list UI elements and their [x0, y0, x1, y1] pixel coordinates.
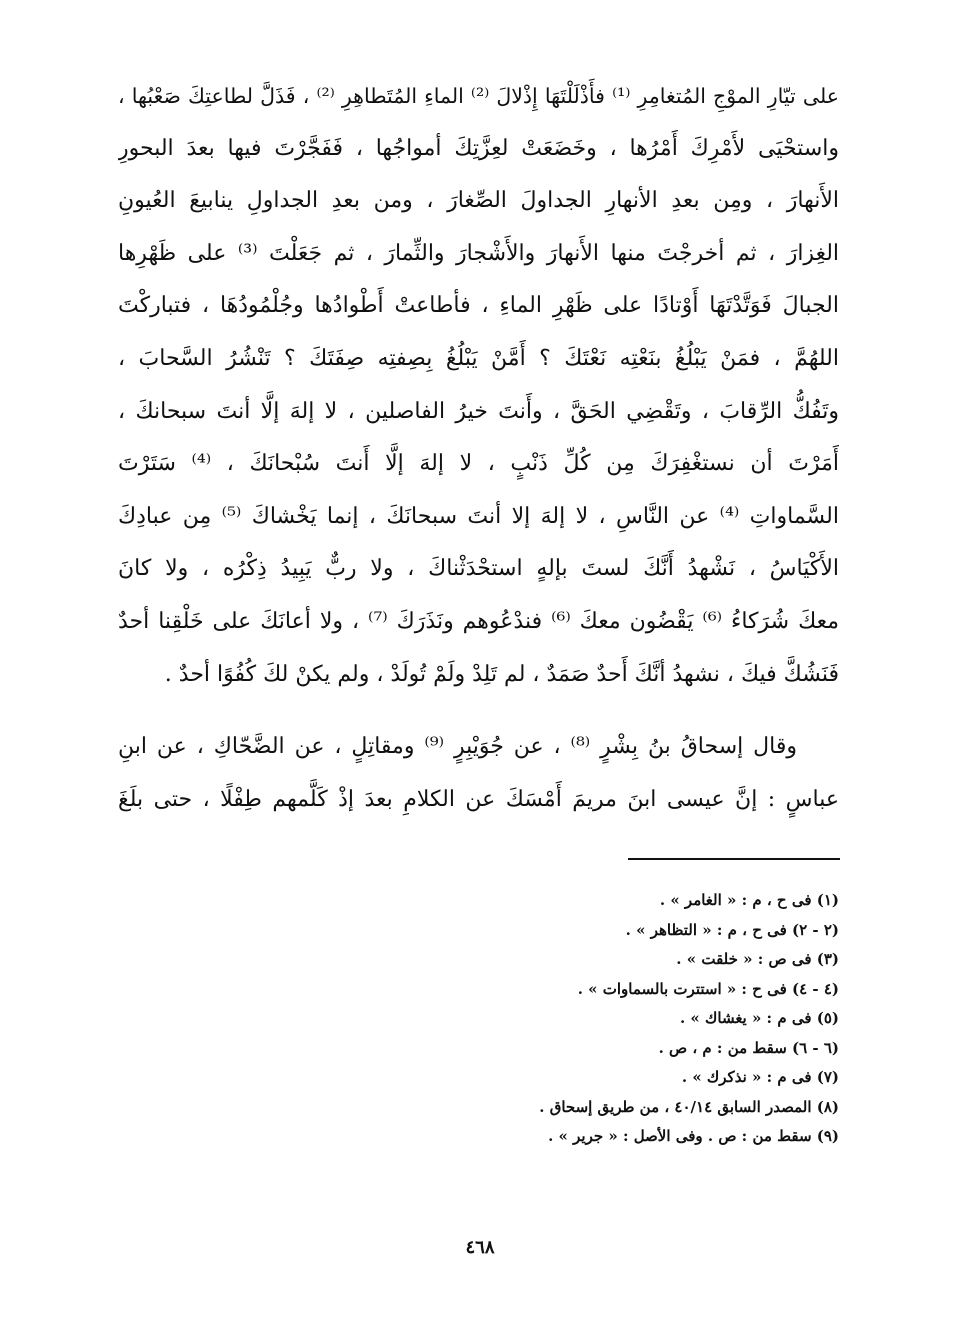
text-line: اللهُمَّ ، فمَنْ يَبْلُغُ بنَعْتِه نَعْتَكَ ؟ أَمَّنْ يَبْلُغُ بِصِفتِه صِفَتَكَ ؟ تَنْشُرُ السَّحابَ ،: [118, 345, 839, 371]
text-line: واستحْيَى لأَمْرِكَ أَمْرُها ، وخَضَعَتْ لعِزَّتِكَ أمواجُها ، فَفَجَّرْتَ فيها بعدَ البحورِ: [118, 135, 839, 161]
text-line: الأَنهارَ ، ومِن بعدِ الأنهارِ الجداولَ الصِّغارَ ، ومن بعدِ الجداولِ ينابيعَ العُيونِ: [118, 188, 839, 214]
footnote: (٧) فى م : « نذكرك » .: [681, 1068, 839, 1086]
footnote: (٢ - ٢) فى ح ، م : « التظاهر » .: [625, 920, 839, 939]
footnote: (١) فى ح ، م : « الغامر » .: [659, 891, 839, 909]
text-line: على تيّارِ الموْجِ المُتغامِرِ ⁽¹⁾ فأَذْلَلْتَهَا إِذْلالَ ⁽²⁾ الماءِ المُتَطاهِرِ ⁽²⁾ ، فَذَلَّ لطاعتِكَ صَعْبُها ،: [118, 84, 839, 108]
text-line: معكَ شُرَكاءُ ⁽⁶⁾ يَقْضُون معكَ ⁽⁶⁾ فندْعُوهم ونَذَرَكَ ⁽⁷⁾ ، ولا أعانَكَ على خَلْقِنا أحدٌ: [118, 608, 839, 634]
page-number: ٤٦٨: [465, 1237, 495, 1258]
text-line: عباسٍ : إنَّ عيسى ابنَ مريمَ أَمْسَكَ عن الكلامِ بعدَ إذْ كَلَّمهم طِفْلًا ، حتى بلَغَ: [118, 786, 839, 812]
text-line: وقال إسحاقُ بنُ بِشْرٍ ⁽⁸⁾ ، عن جُوَيْبِرٍ ⁽⁹⁾ ومقاتِلٍ ، عن الضَّحّاكِ ، عن ابنِ: [118, 734, 798, 760]
text-line: السَّماواتِ ⁽⁴⁾ عن النَّاسِ ، لا إلهَ إلا أنتَ سبحانَكَ ، إنما يَخْشاكَ ⁽⁵⁾ مِن عبادِكَ: [118, 503, 839, 529]
text-line: وتَفُكُّ الرِّقابَ ، وتَقْضِي الحَقَّ ، وأَنتَ خيرُ الفاصلين ، لا إلهَ إلَّا أنتَ سبحانكَ ،: [118, 398, 839, 424]
text-line: الجبالَ فَوَتَّدْتَهَا أَوْتادًا على ظَهْرِ الماءِ ، فأطاعتْ أَطْوادُها وجُلْمُودُهَا ، فتباركْتَ: [118, 293, 839, 319]
footnote: (٥) فى م : « يغشاك » .: [679, 1009, 839, 1027]
footnote: (٨) المصدر السابق ٤٠/١٤ ، من طريق إسحاق .: [539, 1097, 839, 1116]
footnote: (٣) فى ص : « خلقت » .: [676, 950, 839, 968]
main-text: [118, 70, 839, 826]
text-line: فَنَشُكَّ فيكَ ، نشهدُ أنَّكَ أَحدٌ صَمَدٌ ، لم تَلِدْ ولَمْ تُولَدْ ، ولم يكنْ لكَ كُفُوًا أحدٌ .: [164, 661, 839, 687]
text-line: أَمَرْتَ أن نستغْفِرَكَ مِن كُلِّ ذَنْبٍ ، لا إلهَ إلَّا أَنتَ سُبْحانَكَ ، ⁽⁴⁾ سَتَرْتَ: [118, 451, 839, 477]
footnote: (٩) سقط من : ص . وفى الأصل : « جرير » .: [548, 1127, 839, 1145]
footnote: (٦ - ٦) سقط من : م ، ص .: [658, 1038, 839, 1057]
footnotes: [300, 886, 839, 1152]
footnote-separator: [628, 858, 840, 860]
footnote: (٤ - ٤) فى ح : « استترت بالسماوات » .: [577, 979, 839, 998]
text-line: الأَكْيَاسُ ، نَشْهدُ أَنَّكَ لستَ بإلهٍ استحْدَثْناكَ ، ولا ربٌّ يَبِيدُ ذِكْرُه ، ولا كانَ: [118, 556, 839, 582]
text-line: الغِزارَ ، ثم أخرجْتَ منها الأَنهارَ والأَشْجارَ والثِّمارَ ، ثم جَعَلْتَ ⁽³⁾ على ظَهْرِها: [118, 240, 839, 266]
paragraph-gap: [118, 701, 839, 721]
